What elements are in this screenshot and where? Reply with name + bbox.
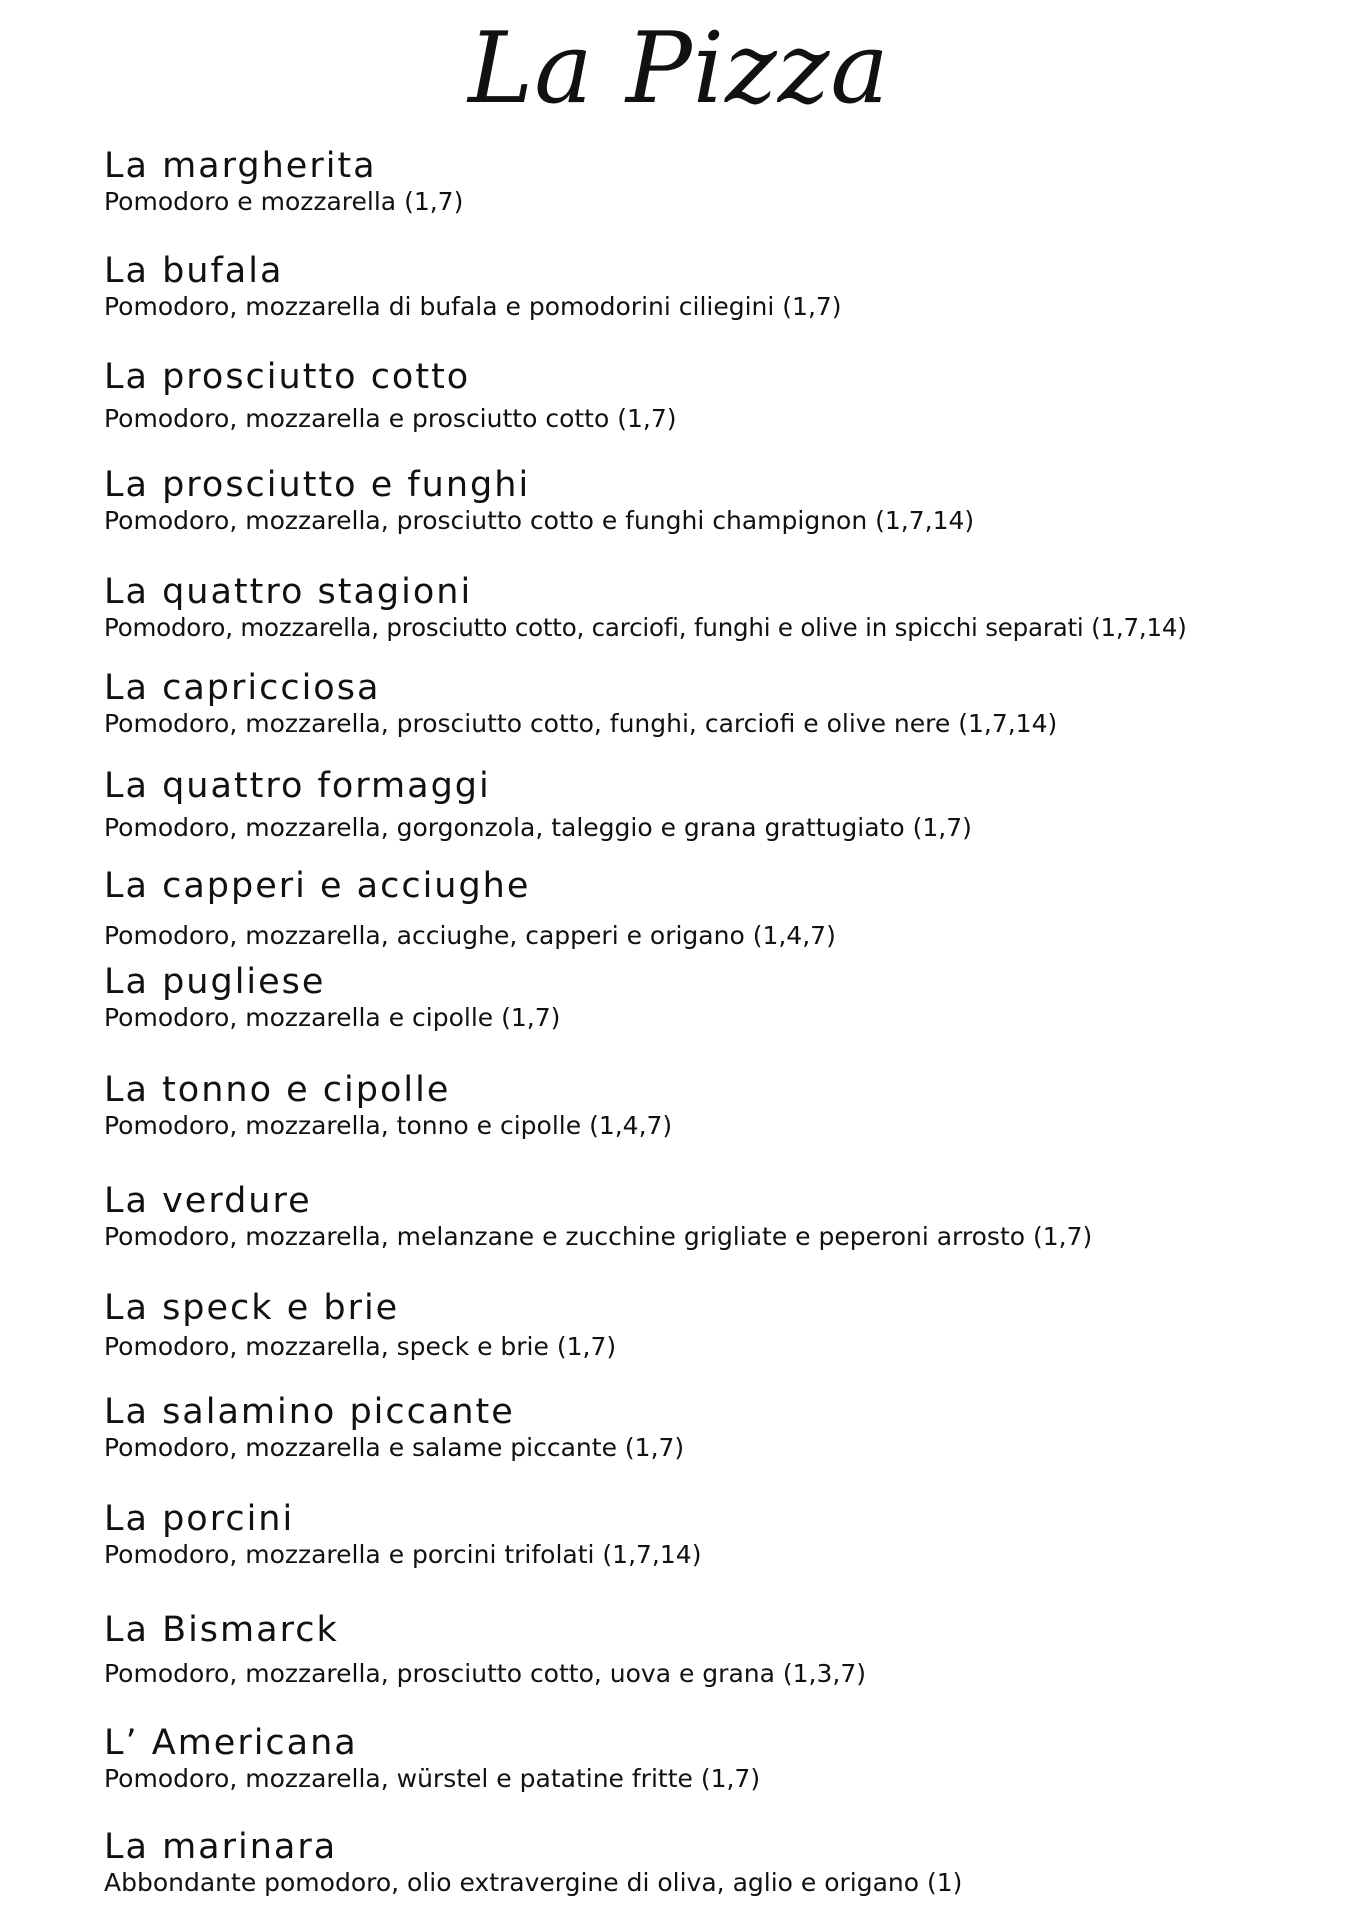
pizza-name: La capricciosa — [104, 668, 381, 708]
pizza-ingredients: Pomodoro, mozzarella e porcini trifolati (1,7,14) — [104, 1540, 702, 1569]
menu-item — [104, 572, 1344, 644]
pizza-name: La prosciutto cotto — [104, 357, 471, 397]
menu-item — [104, 1392, 1344, 1464]
pizza-name: La quattro formaggi — [104, 766, 491, 806]
pizza-name: La margherita — [104, 146, 377, 186]
menu-item — [104, 668, 1344, 740]
pizza-name: La bufala — [104, 251, 284, 291]
pizza-name: La tonno e cipolle — [104, 1070, 451, 1110]
pizza-name: La prosciutto e funghi — [104, 465, 531, 505]
pizza-name: La pugliese — [104, 962, 326, 1002]
pizza-ingredients: Pomodoro, mozzarella, prosciutto cotto e funghi champignon (1,7,14) — [104, 506, 975, 535]
pizza-name: La capperi e acciughe — [104, 866, 531, 906]
menu-title: La Pizza — [468, 12, 890, 126]
pizza-ingredients: Pomodoro, mozzarella e cipolle (1,7) — [104, 1003, 561, 1032]
menu-item — [104, 1827, 1344, 1899]
pizza-ingredients: Pomodoro e mozzarella (1,7) — [104, 187, 464, 216]
menu-item — [104, 766, 1344, 844]
pizza-name: La porcini — [104, 1499, 295, 1539]
menu-item — [104, 1723, 1344, 1795]
pizza-name: La salamino piccante — [104, 1392, 515, 1432]
pizza-ingredients: Pomodoro, mozzarella, melanzane e zucchine grigliate e peperoni arrosto (1,7) — [104, 1222, 1093, 1251]
pizza-ingredients: Pomodoro, mozzarella e prosciutto cotto (1,7) — [104, 404, 677, 433]
menu-item — [104, 1070, 1344, 1142]
menu-item — [104, 146, 1344, 218]
pizza-ingredients: Pomodoro, mozzarella, prosciutto cotto, carciofi, funghi e olive in spicchi separati (1,7,14) — [104, 613, 1187, 642]
pizza-ingredients: Pomodoro, mozzarella, tonno e cipolle (1,4,7) — [104, 1111, 673, 1140]
menu-item — [104, 1181, 1344, 1253]
pizza-ingredients: Pomodoro, mozzarella, acciughe, capperi e origano (1,4,7) — [104, 921, 836, 950]
menu-item — [104, 465, 1344, 537]
pizza-name: L’ Americana — [104, 1723, 358, 1763]
pizza-name: La speck e brie — [104, 1288, 400, 1328]
pizza-ingredients: Pomodoro, mozzarella, gorgonzola, taleggio e grana grattugiato (1,7) — [104, 813, 972, 842]
menu-item — [104, 1288, 1344, 1363]
menu-item — [104, 251, 1344, 323]
pizza-ingredients: Pomodoro, mozzarella, speck e brie (1,7) — [104, 1332, 617, 1361]
menu-item — [104, 1499, 1344, 1571]
pizza-ingredients: Pomodoro, mozzarella di bufala e pomodorini ciliegini (1,7) — [104, 292, 842, 321]
pizza-ingredients: Pomodoro, mozzarella, prosciutto cotto, funghi, carciofi e olive nere (1,7,14) — [104, 709, 1058, 738]
pizza-name: La quattro stagioni — [104, 572, 473, 612]
pizza-ingredients: Abbondante pomodoro, olio extravergine di oliva, aglio e origano (1) — [104, 1868, 963, 1897]
menu-item — [104, 962, 1344, 1034]
menu-item — [104, 866, 1344, 952]
menu-item — [104, 1610, 1344, 1690]
pizza-ingredients: Pomodoro, mozzarella, prosciutto cotto, uova e grana (1,3,7) — [104, 1659, 866, 1688]
pizza-name: La Bismarck — [104, 1610, 339, 1650]
pizza-name: La verdure — [104, 1181, 312, 1221]
pizza-ingredients: Pomodoro, mozzarella, würstel e patatine fritte (1,7) — [104, 1764, 761, 1793]
pizza-ingredients: Pomodoro, mozzarella e salame piccante (1,7) — [104, 1433, 685, 1462]
pizza-name: La marinara — [104, 1827, 338, 1867]
menu-item — [104, 357, 1344, 435]
